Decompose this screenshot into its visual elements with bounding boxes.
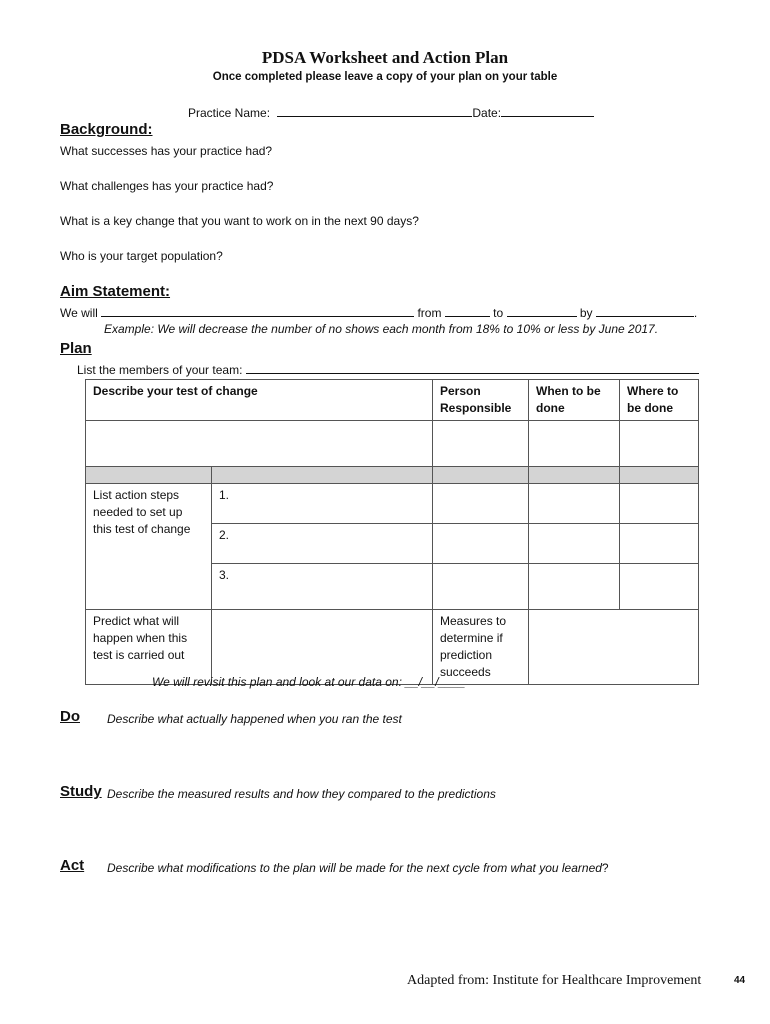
header-person-responsible: Person Responsible bbox=[433, 380, 529, 421]
step-3-person-cell[interactable] bbox=[433, 564, 529, 610]
aim-by-label: by bbox=[579, 306, 593, 320]
action-step-2[interactable]: 2. bbox=[212, 524, 433, 564]
step-1-when-cell[interactable] bbox=[529, 484, 620, 524]
revisit-line: We will revisit this plan and look at our data on: __/__/____ bbox=[152, 675, 466, 689]
step-2-where-cell[interactable] bbox=[620, 524, 699, 564]
team-members-line bbox=[77, 361, 699, 377]
measures-cell[interactable] bbox=[529, 610, 699, 685]
test-of-change-row bbox=[86, 421, 699, 467]
page-subtitle: Once completed please leave a copy of your plan on your table bbox=[212, 71, 558, 83]
aim-goal-field[interactable] bbox=[101, 304, 414, 317]
prediction-cell[interactable] bbox=[212, 610, 433, 685]
header-when-to-be-done: When to be done bbox=[529, 380, 620, 421]
study-description: Describe the measured results and how they compared to the predictions bbox=[107, 787, 496, 801]
act-description: Describe what modifications to the plan will be made for the next cycle from what you learned bbox=[107, 861, 602, 875]
action-step-3[interactable]: 3. bbox=[212, 564, 433, 610]
date-label: Date: bbox=[472, 106, 502, 120]
source-attribution: Adapted from: Institute for Healthcare Improvement bbox=[407, 973, 702, 988]
act-description-line bbox=[107, 861, 609, 875]
aim-heading: Aim Statement: bbox=[60, 283, 171, 300]
step-3-where-cell[interactable] bbox=[620, 564, 699, 610]
act-heading: Act bbox=[60, 857, 85, 874]
action-steps-label: List action steps needed to set up this test of change bbox=[86, 484, 212, 610]
measures-label: Measures to determine if prediction succeeds bbox=[433, 610, 529, 685]
background-heading: Background: bbox=[60, 121, 153, 138]
prediction-row bbox=[86, 610, 699, 685]
test-of-change-cell[interactable] bbox=[86, 421, 433, 467]
predict-label: Predict what will happen when this test is carried out bbox=[86, 610, 212, 685]
action-step-1[interactable]: 1. bbox=[212, 484, 433, 524]
step-2-when-cell[interactable] bbox=[529, 524, 620, 564]
aim-period: . bbox=[693, 306, 698, 320]
question-successes: What successes has your practice had? bbox=[60, 144, 273, 158]
test-person-cell[interactable] bbox=[433, 421, 529, 467]
date-field[interactable] bbox=[501, 104, 594, 117]
page-title: PDSA Worksheet and Action Plan bbox=[261, 48, 509, 67]
do-description: Describe what actually happened when you ran the test bbox=[107, 712, 402, 726]
practice-name-label: Practice Name: bbox=[188, 106, 271, 120]
test-when-cell[interactable] bbox=[529, 421, 620, 467]
step-3-when-cell[interactable] bbox=[529, 564, 620, 610]
aim-by-field[interactable] bbox=[596, 304, 694, 317]
plan-table bbox=[85, 379, 699, 685]
page-number: 44 bbox=[734, 975, 746, 986]
step-2-person-cell[interactable] bbox=[433, 524, 529, 564]
team-members-label: List the members of your team: bbox=[77, 363, 243, 377]
study-heading: Study bbox=[60, 783, 102, 800]
aim-from-field[interactable] bbox=[445, 304, 490, 317]
header-test-of-change: Describe your test of change bbox=[86, 380, 433, 421]
step-1-person-cell[interactable] bbox=[433, 484, 529, 524]
test-where-cell[interactable] bbox=[620, 421, 699, 467]
step-1-where-cell[interactable] bbox=[620, 484, 699, 524]
team-members-field[interactable] bbox=[246, 361, 699, 374]
plan-heading: Plan bbox=[60, 340, 92, 357]
action-step-row bbox=[86, 484, 699, 524]
practice-date-line bbox=[188, 104, 594, 120]
header-where-to-be-done: Where to be done bbox=[620, 380, 699, 421]
question-target-population: Who is your target population? bbox=[60, 249, 223, 263]
do-heading: Do bbox=[60, 708, 80, 725]
act-question-mark: ? bbox=[601, 861, 609, 875]
aim-we-will-label: We will bbox=[60, 306, 98, 320]
question-key-change: What is a key change that you want to work on in the next 90 days? bbox=[60, 214, 419, 228]
aim-to-label: to bbox=[493, 306, 504, 320]
aim-to-field[interactable] bbox=[507, 304, 577, 317]
aim-from-label: from bbox=[417, 306, 442, 320]
practice-name-field[interactable] bbox=[277, 104, 472, 117]
plan-table-header bbox=[86, 380, 699, 421]
aim-example: Example: We will decrease the number of no shows each month from 18% to 10% or less by June 2017. bbox=[104, 322, 659, 336]
aim-statement-line bbox=[60, 304, 697, 320]
question-challenges: What challenges has your practice had? bbox=[60, 179, 274, 193]
separator-row bbox=[86, 467, 699, 484]
